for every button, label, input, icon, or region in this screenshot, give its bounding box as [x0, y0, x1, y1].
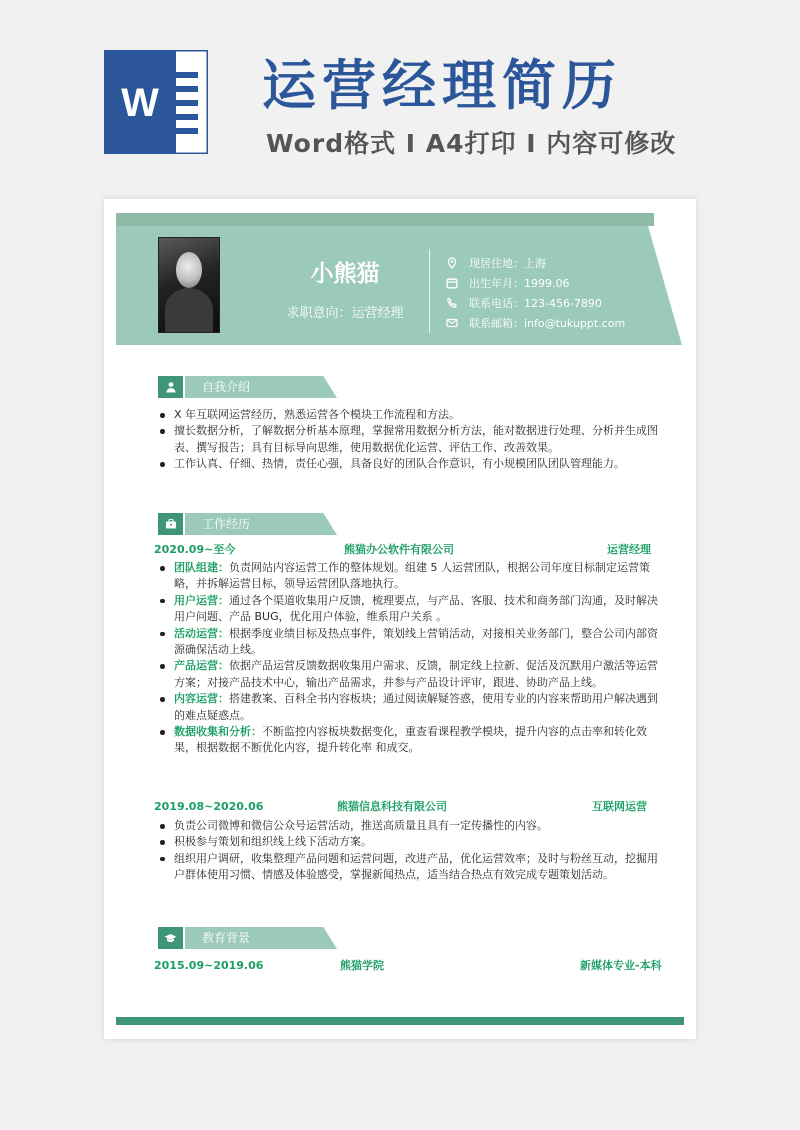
list-item: 擅长数据分析，了解数据分析基本原理，掌握常用数据分析方法，能对数据进行处理、分析并生成图表、撰写报告；具有目标导向思维，使用数据优化运营、评估工作、改善效果。 — [158, 423, 666, 456]
contact-phone-text: 联系电话：123-456-7890 — [469, 297, 602, 310]
header-top-stripe — [116, 213, 654, 226]
banner-subtitle: Word格式 I A4打印 I 内容可修改 — [266, 129, 677, 158]
education-major: 新媒体专业-本科 — [580, 959, 662, 972]
education-row — [154, 958, 662, 974]
job-company: 熊猫办公软件有限公司 — [344, 543, 454, 556]
list-item: 组织用户调研，收集整理产品问题和运营问题，改进产品，优化运营效率；及时与粉丝互动，挖掘用户群体使用习惯、情感及体验感受，掌握新闻热点，适当结合热点有效完成专题策划活动。 — [158, 851, 666, 884]
mail-icon — [446, 317, 458, 329]
job-company: 熊猫信息科技有限公司 — [337, 800, 447, 813]
header-divider — [429, 249, 430, 333]
contact-mail — [446, 313, 625, 333]
list-item: 团队组建：负责网站内容运营工作的整体规划。组建 5 人运营团队，根据公司年度目标制定运营策略，并拆解运营目标，领导运营团队落地执行。 — [158, 560, 666, 593]
job-period: 2020.09~至今 — [154, 543, 236, 556]
contact-birth — [446, 273, 625, 293]
contact-phone — [446, 293, 625, 313]
phone-icon — [446, 297, 458, 309]
job-period: 2019.08~2020.06 — [154, 800, 264, 813]
person-icon — [165, 381, 177, 393]
job-row-2 — [154, 799, 652, 815]
list-item: 积极参与策划和组织线上线下活动方案。 — [158, 834, 666, 850]
section-title-self-intro: 自我介绍 — [202, 380, 251, 394]
list-item: 工作认真、仔细、热情，责任心强，具备良好的团队合作意识，有小规模团队团队管理能力。 — [158, 456, 666, 472]
banner-title: 运营经理简历 — [262, 54, 622, 117]
profile-photo — [158, 237, 220, 333]
list-item: X 年互联网运营经历，熟悉运营各个模块工作流程和方法。 — [158, 407, 666, 423]
list-item: 活动运营：根据季度业绩目标及热点事件，策划线上营销活动，对接相关业务部门，整合公司内部资源确保活动上线。 — [158, 626, 666, 659]
job-role: 运营经理 — [607, 543, 651, 556]
list-item: 内容运营：搭建教案、百科全书内容板块；通过阅读解疑答惑，使用专业的内容来帮助用户解决遇到的难点疑惑点。 — [158, 691, 666, 724]
job-intent: 求职意向：运营经理 — [286, 306, 404, 321]
resume-page — [104, 199, 696, 1039]
job-row-1 — [154, 542, 652, 558]
footer-bar — [116, 1017, 684, 1025]
list-item: 用户运营：通过各个渠道收集用户反馈，梳理要点，与产品、客服、技术和商务部门沟通，及时解决用户问题、产品 BUG，优化用户体验，维系用户关系 。 — [158, 593, 666, 626]
briefcase-icon — [165, 518, 177, 530]
section-title-experience: 工作经历 — [202, 517, 251, 531]
job-2-duty-list — [158, 818, 666, 884]
calendar-icon — [446, 277, 458, 289]
section-title-education: 教育背景 — [202, 931, 251, 945]
graduation-cap-icon — [164, 932, 177, 944]
list-item: 产品运营：依据产品运营反馈数据收集用户需求、反馈，制定线上拉新、促活及沉默用户激活等运营方案；对接产品技术中心，输出产品需求，并参与产品设计评审，跟进、协助产品上线。 — [158, 658, 666, 691]
contact-location-text: 现居住地：上海 — [469, 257, 546, 270]
list-item: 负责公司微博和微信公众号运营活动，推送高质量且具有一定传播性的内容。 — [158, 818, 666, 834]
contact-list — [446, 253, 625, 333]
list-item: 数据收集和分析：不断监控内容板块数据变化，重查看课程教学模块，提升内容的点击率和转化效果，根据数据不断优化内容，提升转化率 和成交。 — [158, 724, 666, 757]
job-1-duty-list — [158, 560, 666, 757]
contact-mail-text: 联系邮箱：info@tukuppt.com — [469, 317, 626, 330]
location-icon — [446, 257, 458, 269]
contact-location — [446, 253, 625, 273]
education-period: 2015.09~2019.06 — [154, 959, 264, 972]
candidate-name: 小熊猫 — [310, 261, 380, 287]
contact-birth-text: 出生年月：1999.06 — [469, 277, 570, 290]
job-role: 互联网运营 — [592, 800, 647, 813]
education-school: 熊猫学院 — [340, 959, 384, 972]
self-intro-list — [158, 407, 666, 473]
word-logo-icon — [104, 50, 208, 154]
word-logo-letter: W — [121, 81, 159, 125]
